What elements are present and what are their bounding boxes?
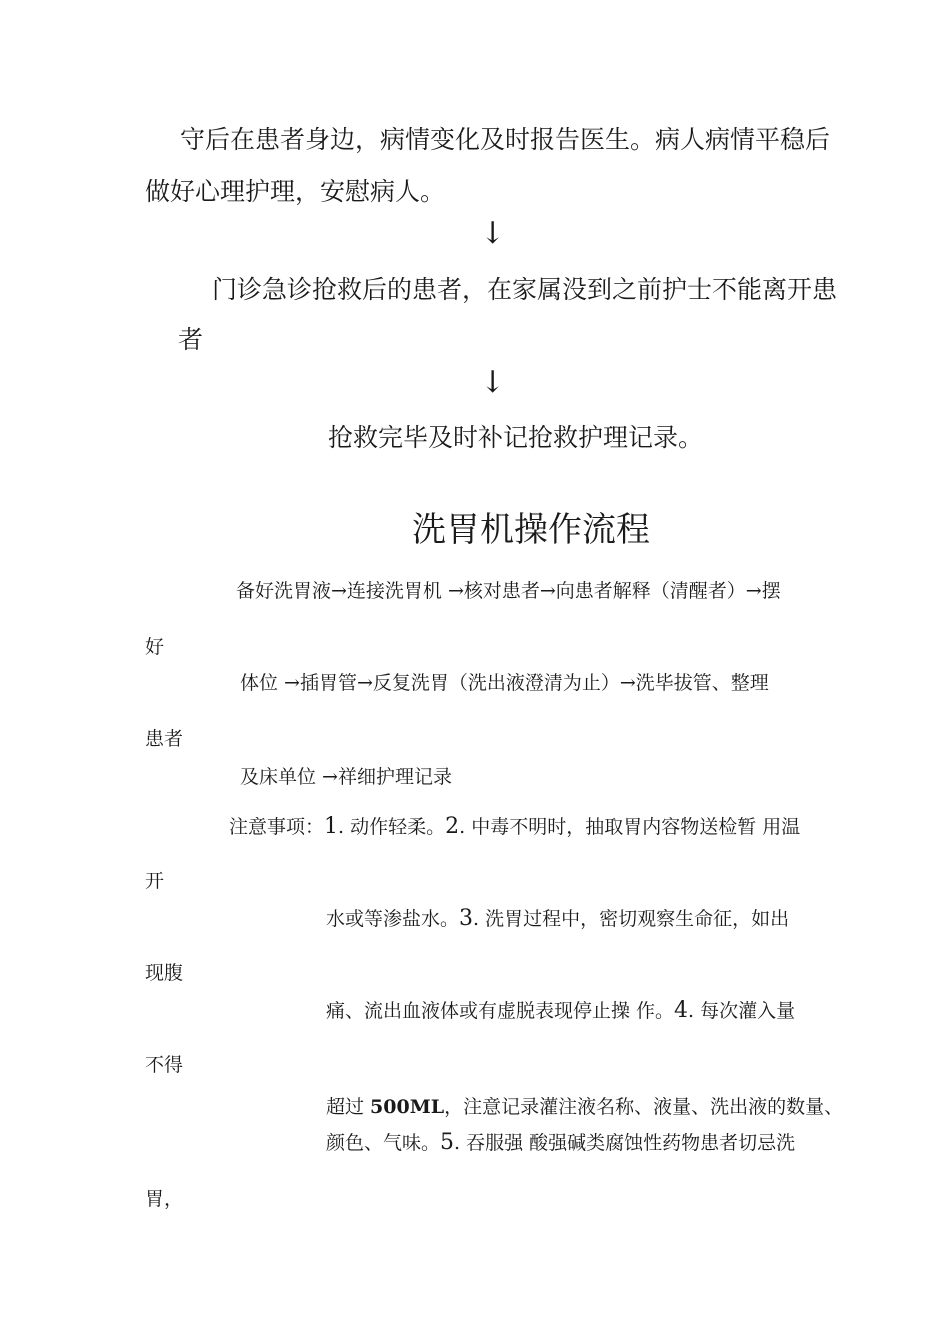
note-text: 水或等渗盐水。 bbox=[326, 908, 460, 930]
note-text: . 洗胃过程中，密切观察生命征，如出 bbox=[473, 908, 790, 930]
notes-line: 开 bbox=[145, 870, 165, 892]
notes-line bbox=[326, 1092, 843, 1119]
note-text: 颜色、气味。 bbox=[326, 1132, 441, 1154]
note-number: 4 bbox=[674, 998, 689, 1023]
note-text: 痛、流出血液体或有虚脱表现停止操 作。 bbox=[326, 1000, 675, 1022]
note-text: 超过 bbox=[326, 1096, 371, 1118]
note-number: 5 bbox=[440, 1130, 455, 1155]
paragraph-line: 门诊急诊抢救后的患者，在家属没到之前护士不能离开患 bbox=[212, 275, 838, 304]
paragraph-line: 守后在患者身边，病情变化及时报告医生。病人病情平稳后 bbox=[180, 125, 831, 154]
note-text: . 中毒不明时，抽取胃内容物送检暂 用温 bbox=[459, 816, 801, 838]
notes-label: 注意事项： bbox=[229, 816, 325, 838]
paragraph-line: 者 bbox=[178, 325, 204, 354]
note-text: ，注意记录灌注液名称、液量、洗出液的数量、 bbox=[444, 1096, 844, 1118]
notes-line bbox=[326, 1128, 795, 1155]
paragraph-line: 做好心理护理，安慰病人。 bbox=[145, 177, 446, 206]
flow-step-line: 患者 bbox=[145, 728, 184, 750]
flow-step-line: 备好洗胃液→连接洗胃机 →核对患者→向患者解释（清醒者）→摆 bbox=[236, 580, 781, 602]
note-text: . 吞服强 酸强碱类腐蚀性药物患者切忌洗 bbox=[454, 1132, 796, 1154]
notes-line bbox=[229, 812, 800, 839]
volume-limit: 500ML bbox=[370, 1096, 445, 1118]
note-number: 1 bbox=[324, 814, 339, 839]
note-text: . 动作轻柔。 bbox=[338, 816, 446, 838]
note-text: . 每次灌入量 bbox=[688, 1000, 796, 1022]
down-arrow-icon: ↓ bbox=[480, 216, 506, 251]
notes-line: 胃， bbox=[145, 1188, 184, 1210]
down-arrow-icon: ↓ bbox=[480, 365, 506, 400]
paragraph-line: 抢救完毕及时补记抢救护理记录。 bbox=[328, 423, 704, 452]
flow-step-line: 及床单位 →祥细护理记录 bbox=[240, 766, 452, 788]
notes-line bbox=[326, 996, 795, 1023]
flow-step-line: 体位 →插胃管→反复洗胃（洗出液澄清为止）→洗毕拔管、整理 bbox=[240, 672, 769, 694]
notes-line bbox=[326, 904, 789, 931]
notes-line: 不得 bbox=[145, 1054, 184, 1076]
note-number: 2 bbox=[445, 814, 460, 839]
note-number: 3 bbox=[459, 906, 474, 931]
flow-step-line: 好 bbox=[145, 636, 165, 658]
notes-line: 现腹 bbox=[145, 962, 184, 984]
section-title: 洗胃机操作流程 bbox=[412, 510, 650, 550]
